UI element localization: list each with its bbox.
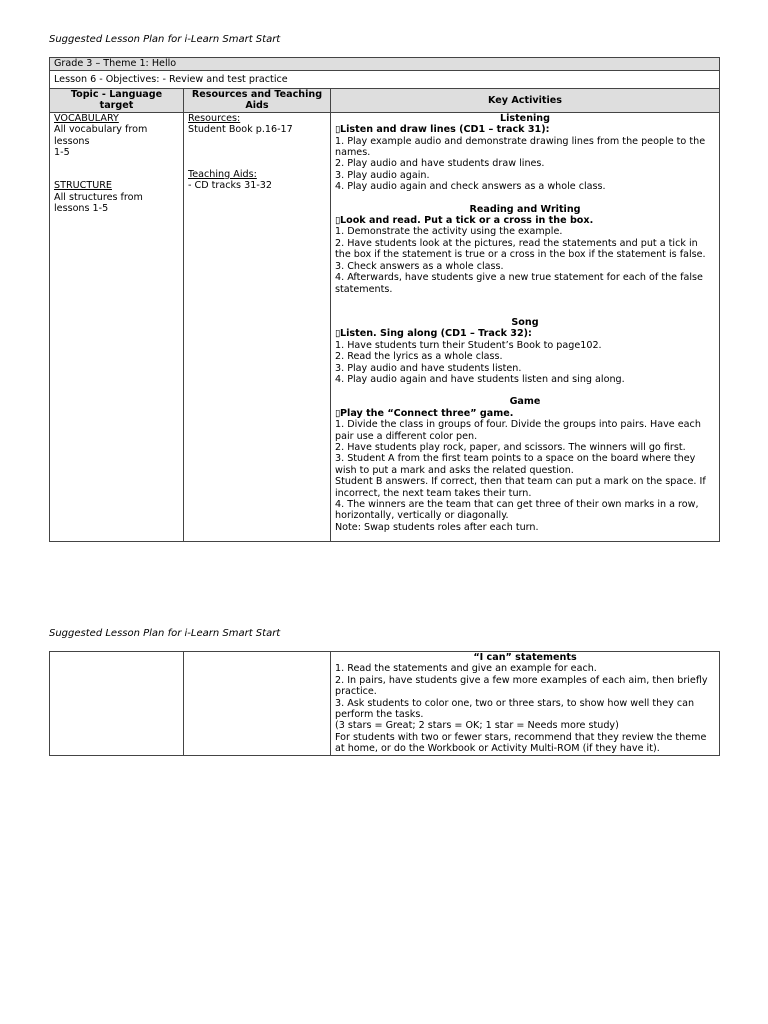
resources-heading: Resources: xyxy=(188,112,241,124)
listening-activity xyxy=(335,124,715,135)
listening-title: Listening xyxy=(499,112,551,124)
listening-step: 3. Play audio again. xyxy=(335,169,430,181)
grade-theme-cell: Grade 3 – Theme 1: Hello xyxy=(50,58,720,71)
bullet-icon: ▯ xyxy=(335,328,341,340)
teaching-aids-heading: Teaching Aids: xyxy=(188,168,257,180)
reading-writing-step: 4. Afterwards, have students give a new true statement for each of the false statements. xyxy=(335,272,703,295)
spacer xyxy=(335,385,715,396)
page-header-2: Suggested Lesson Plan for i-Learn Smart Start xyxy=(49,628,281,639)
resources-column-header: Resources and Teaching Aids xyxy=(184,89,331,113)
review-recommendation: For students with two or fewer stars, recommend that they review the theme at home, or do the Workbook or Activity Multi-ROM (if they have it). xyxy=(335,731,707,755)
game-step: 1. Divide the class in groups of four. Divide the groups into pairs. Have each pair use a different color pen. xyxy=(335,419,701,442)
song-activity-text: Listen. Sing along (CD1 – Track 32): xyxy=(340,328,532,340)
song-step: 4. Play audio again and have students listen and sing along. xyxy=(335,373,625,385)
column-header-row xyxy=(50,89,720,113)
activities-cell-2 xyxy=(331,652,720,756)
lesson-plan-table xyxy=(49,57,720,542)
activities-cell xyxy=(331,112,720,541)
resources-cell xyxy=(184,112,331,541)
lesson-objectives-cell: Lesson 6 - Objectives: - Review and test practice xyxy=(50,71,720,89)
teaching-aids-text: - CD tracks 31-32 xyxy=(188,180,272,192)
song-step: 1. Have students turn their Student’s Book to page102. xyxy=(335,339,602,351)
listening-step: 1. Play example audio and demonstrate drawing lines from the people to the names. xyxy=(335,135,706,159)
listening-step: 2. Play audio and have students draw lines. xyxy=(335,158,545,170)
vocabulary-text: All vocabulary from lessons xyxy=(54,124,148,147)
i-can-step: 3. Ask students to color one, two or three stars, to show how well they can perform the tasks. xyxy=(335,697,695,721)
game-note: Note: Swap students roles after each turn. xyxy=(335,521,539,533)
reading-writing-step: 1. Demonstrate the activity using the example. xyxy=(335,226,563,238)
bullet-icon: ▯ xyxy=(335,215,341,227)
song-title: Song xyxy=(511,316,539,328)
i-can-statements-title: “I can” statements xyxy=(473,652,577,663)
song-step: 3. Play audio and have students listen. xyxy=(335,362,522,374)
reading-writing-title: Reading and Writing xyxy=(469,203,581,215)
topic-cell-2 xyxy=(50,652,184,756)
game-activity xyxy=(335,408,715,419)
structure-text: All structures from lessons 1-5 xyxy=(54,191,143,215)
game-step: 3. Student A from the first team points to a space on the board where they wish to put a mark and asks the related question. xyxy=(335,453,696,476)
vocabulary-range: 1-5 xyxy=(54,147,70,159)
activities-column-header: Key Activities xyxy=(331,89,720,113)
reading-writing-activity-text: Look and read. Put a tick or a cross in the box. xyxy=(340,215,594,227)
resources-text: Student Book p.16-17 xyxy=(188,124,293,136)
topic-cell xyxy=(50,112,184,541)
game-step: 2. Have students play rock, paper, and scissors. The winners will go first. xyxy=(335,441,686,453)
grade-theme-row xyxy=(50,58,720,71)
song-activity xyxy=(335,328,715,339)
spacer xyxy=(188,158,326,169)
listening-step: 4. Play audio again and check answers as a whole class. xyxy=(335,181,606,193)
reading-writing-step: 3. Check answers as a whole class. xyxy=(335,260,504,272)
i-can-step: 2. In pairs, have students give a few more examples of each aim, then briefly practice. xyxy=(335,674,708,698)
bullet-icon: ▯ xyxy=(335,407,341,419)
star-legend: (3 stars = Great; 2 stars = OK; 1 star = Needs more study) xyxy=(335,720,619,732)
reading-writing-activity xyxy=(335,215,715,226)
reading-writing-step: 2. Have students look at the pictures, read the statements and put a tick in the box if the statement is true or a cross in the box if the statement is false. xyxy=(335,237,706,261)
content-row xyxy=(50,112,720,541)
listening-activity-text: Listen and draw lines (CD1 – track 31): xyxy=(340,124,550,136)
lesson-plan-table-2 xyxy=(49,651,720,756)
i-can-step: 1. Read the statements and give an example for each. xyxy=(335,663,597,675)
spacer xyxy=(54,158,179,180)
objectives-row xyxy=(50,71,720,89)
topic-column-header: Topic - Language target xyxy=(50,89,184,113)
resources-cell-2 xyxy=(184,652,331,756)
spacer xyxy=(335,295,715,317)
page-header: Suggested Lesson Plan for i-Learn Smart Start xyxy=(49,34,281,45)
vocabulary-heading: VOCABULARY xyxy=(54,112,119,124)
game-step: Student B answers. If correct, then that team can put a mark on the space. If incorrect, the next team takes their turn. xyxy=(335,476,706,499)
song-step: 2. Read the lyrics as a whole class. xyxy=(335,351,503,363)
game-title: Game xyxy=(509,396,541,408)
bullet-icon: ▯ xyxy=(335,124,341,136)
game-activity-text: Play the “Connect three” game. xyxy=(340,407,514,419)
structure-heading: STRUCTURE xyxy=(54,180,112,192)
game-step: 4. The winners are the team that can get three of their own marks in a row, horizontally, vertically or diagonally. xyxy=(335,499,699,522)
content-row-2 xyxy=(50,652,720,756)
spacer xyxy=(335,193,715,204)
spacer xyxy=(188,136,326,158)
